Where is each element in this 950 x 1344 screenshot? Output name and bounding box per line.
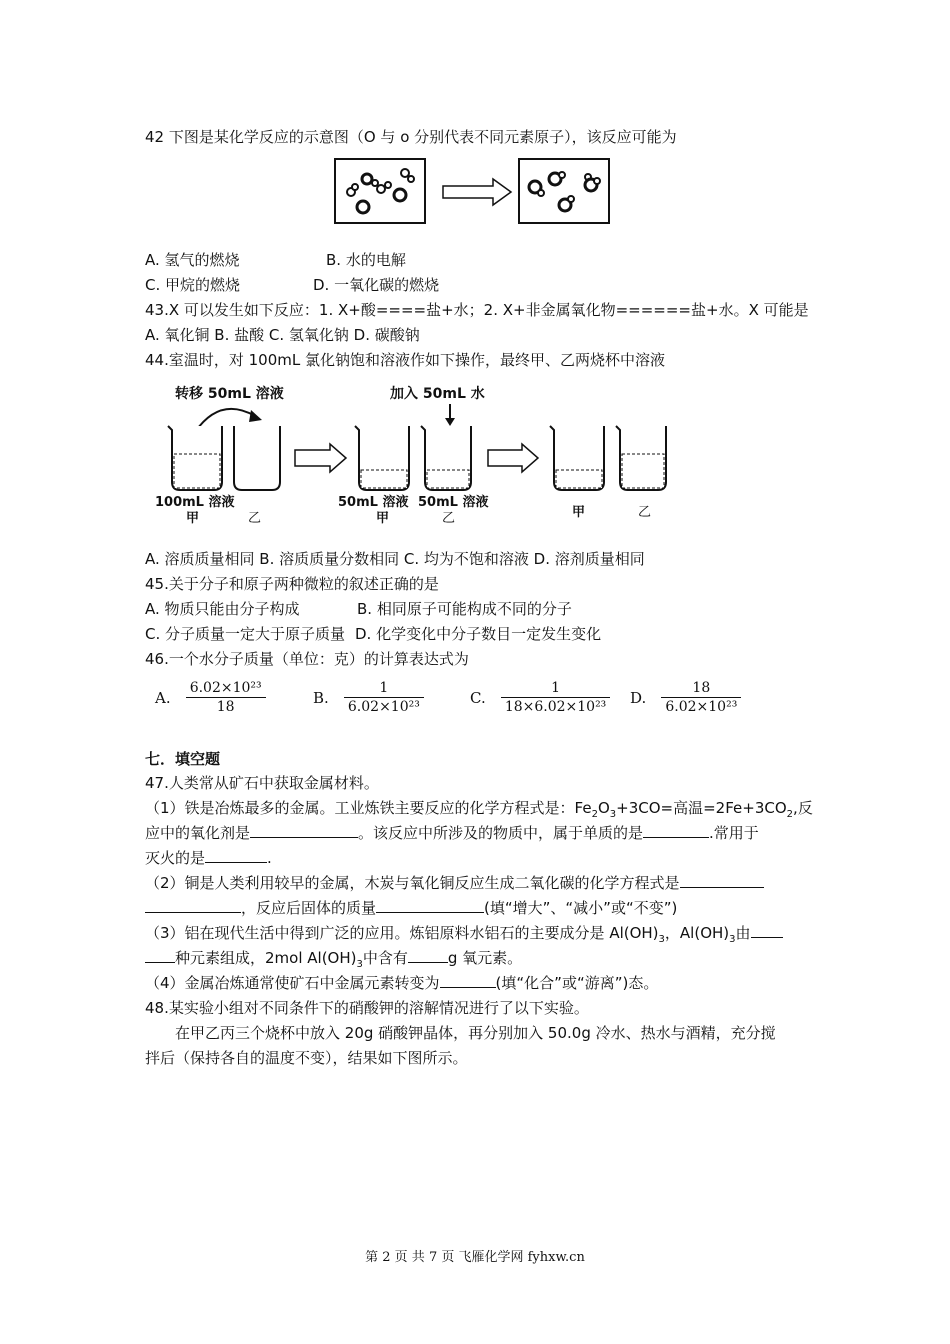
q44-label-50ml-a: 50mL 溶液 [338, 495, 409, 510]
q44-label-yi-2: 乙 [442, 511, 456, 526]
q47-p4-text-a: （4）金属冶炼通常使矿石中金属元素转变为 [145, 974, 440, 992]
q47-p1-sub-b: 3 [609, 809, 617, 820]
q42-stem: 42 下图是某化学反应的示意图（O 与 o 分别代表不同元素原子），该反应可能为 [145, 128, 677, 146]
q47-blank-oxidizer[interactable] [250, 822, 358, 838]
q44-beaker-diagram [150, 374, 690, 530]
q47-p2-text-a: （2）铜是人类利用较早的金属，木炭与氧化铜反应生成二氧化碳的化学方程式是 [145, 874, 680, 892]
q47-blank-mass[interactable] [376, 897, 484, 913]
q44-label-add-water: 加入 50mL 水 [390, 386, 485, 402]
q42-option-b: B. 水的电解 [326, 251, 406, 269]
q47-blank-element[interactable] [643, 822, 709, 838]
q46-numerator-c: 1 [501, 680, 611, 698]
q44-label-jia-3: 甲 [572, 505, 586, 520]
q47-p2-l2-text-b: (填“增大”、“减小”或“不变”) [484, 899, 678, 917]
q46-numerator-d: 18 [661, 680, 741, 698]
q44-label-yi-3: 乙 [638, 505, 652, 520]
q47-p1-l2-text-b: 。该反应中所涉及的物质中，属于单质的是 [358, 824, 644, 842]
q46-denominator-b: 6.02×10²³ [347, 699, 420, 715]
q47-p3-sub-c: 3 [356, 959, 363, 970]
q46-fraction-c [501, 680, 611, 715]
q47-stem: 47.人类常从矿石中获取金属材料。 [145, 774, 379, 792]
q47-p2-l2-text-a: ，反应后固体的质量 [241, 899, 377, 917]
q47-p3-sub-a: 3 [658, 934, 665, 945]
q47-part4 [145, 972, 658, 994]
q47-blank-equation-b[interactable] [145, 897, 241, 913]
q46-fraction-d [661, 680, 741, 715]
q47-part2-line2 [145, 897, 677, 919]
q47-p1-text-c: +3CO=高温=2Fe+3CO [616, 799, 787, 817]
q47-blank-elements-a[interactable] [751, 922, 783, 938]
q43-options: A. 氧化铜 B. 盐酸 C. 氢氧化钠 D. 碳酸钠 [145, 326, 420, 344]
q48-line2: 在甲乙丙三个烧杯中放入 20g 硝酸钾晶体，再分别加入 50.0g 冷水、热水与酒精，充分搅 [175, 1024, 776, 1042]
q47-p1-l2-text-c: .常用于 [709, 824, 759, 842]
q47-p1-text-b: O [597, 799, 610, 817]
q47-p1-text-d: ,反 [793, 799, 813, 817]
q47-part1-line3 [145, 847, 272, 869]
q46-label-b: B. [313, 688, 329, 707]
q47-blank-state[interactable] [440, 972, 496, 988]
q47-blank-extinguish[interactable] [205, 847, 267, 863]
q46-numerator-b: 1 [344, 680, 424, 698]
q47-p1-l2-text-a: 应中的氧化剂是 [145, 824, 251, 842]
q47-p4-text-b: (填“化合”或“游离”)态。 [495, 974, 659, 992]
q42-option-a: A. 氢气的燃烧 [145, 251, 240, 269]
q46-label-a: A. [155, 688, 171, 707]
q44-label-jia-1: 甲 [186, 511, 200, 526]
q45-option-c: C. 分子质量一定大于原子质量 [145, 625, 346, 643]
page-footer: 第 2 页 共 7 页 飞雁化学网 fyhxw.cn [365, 1250, 585, 1265]
q44-stem: 44.室温时，对 100mL 氯化钠饱和溶液作如下操作，最终甲、乙两烧杯中溶液 [145, 351, 665, 369]
q47-blank-equation-a[interactable] [680, 872, 764, 888]
q46-option-a [155, 680, 266, 715]
q45-option-d: D. 化学变化中分子数目一定发生变化 [355, 625, 602, 643]
q47-p3-sub-b: 3 [729, 934, 736, 945]
q47-p3-l2-text-a: 种元素组成，2mol Al(OH) [175, 949, 357, 967]
q46-numerator-a: 6.02×10²³ [186, 680, 266, 698]
q47-p3-l2-text-c: g 氧元素。 [447, 949, 523, 967]
q47-p1-l3-text-b: . [267, 849, 272, 867]
q47-p3-text-a: （3）铝在现代生活中得到广泛的应用。炼铝原料水铝石的主要成分是 Al(OH) [145, 924, 659, 942]
section-title: 七．填空题 [145, 750, 221, 768]
q47-p3-l2-text-b: 中含有 [362, 949, 408, 967]
q47-p1-sub-a: 2 [591, 809, 598, 820]
q47-blank-elements-b[interactable] [145, 947, 175, 963]
q44-label-100ml: 100mL 溶液 [155, 495, 235, 510]
q46-fraction-b [344, 680, 424, 715]
q44-label-jia-2: 甲 [376, 511, 390, 526]
q44-label-50ml-b: 50mL 溶液 [418, 495, 489, 510]
q46-denominator-a: 18 [216, 699, 235, 715]
q47-part2-line1 [145, 872, 764, 894]
q47-p1-l3-text-a: 灭火的是 [145, 849, 206, 867]
q48-line3: 拌后（保持各自的温度不变），结果如下图所示。 [145, 1049, 468, 1067]
q48-stem: 48.某实验小组对不同条件下的硝酸钾的溶解情况进行了以下实验。 [145, 999, 589, 1017]
q44-label-transfer: 转移 50mL 溶液 [175, 386, 284, 402]
q47-p1-sub-c: 2 [786, 809, 794, 820]
q44-options: A. 溶质质量相同 B. 溶质质量分数相同 C. 均为不饱和溶液 D. 溶剂质量相同 [145, 550, 645, 568]
q47-part1-line2 [145, 822, 759, 844]
q46-stem: 46.一个水分子质量（单位：克）的计算表达式为 [145, 650, 469, 668]
q42-option-d: D. 一氧化碳的燃烧 [313, 276, 440, 294]
q46-option-b [313, 680, 424, 715]
q46-label-d: D. [630, 688, 647, 707]
q46-option-d [630, 680, 741, 715]
q43-stem: 43.X 可以发生如下反应：1. X+酸====盐+水；2. X+非金属氧化物======盐+水。X 可能是 [145, 301, 809, 319]
q46-denominator-c: 18×6.02×10²³ [504, 699, 607, 715]
q45-stem: 45.关于分子和原子两种微粒的叙述正确的是 [145, 575, 439, 593]
q45-option-b: B. 相同原子可能构成不同的分子 [357, 600, 572, 618]
q45-option-a: A. 物质只能由分子构成 [145, 600, 300, 618]
q47-p3-text-b: ，Al(OH) [664, 924, 730, 942]
q46-fraction-a [186, 680, 266, 715]
q42-reaction-diagram [333, 157, 615, 227]
q42-option-c: C. 甲烷的燃烧 [145, 276, 241, 294]
q46-label-c: C. [470, 688, 486, 707]
q47-p3-text-c: 由 [735, 924, 751, 942]
q47-p1-text-a: （1）铁是冶炼最多的金属。工业炼铁主要反应的化学方程式是：Fe [145, 799, 592, 817]
q44-label-yi-1: 乙 [248, 511, 262, 526]
q46-denominator-d: 6.02×10²³ [665, 699, 738, 715]
q46-option-c [470, 680, 610, 715]
q47-blank-oxygen[interactable] [408, 947, 448, 963]
